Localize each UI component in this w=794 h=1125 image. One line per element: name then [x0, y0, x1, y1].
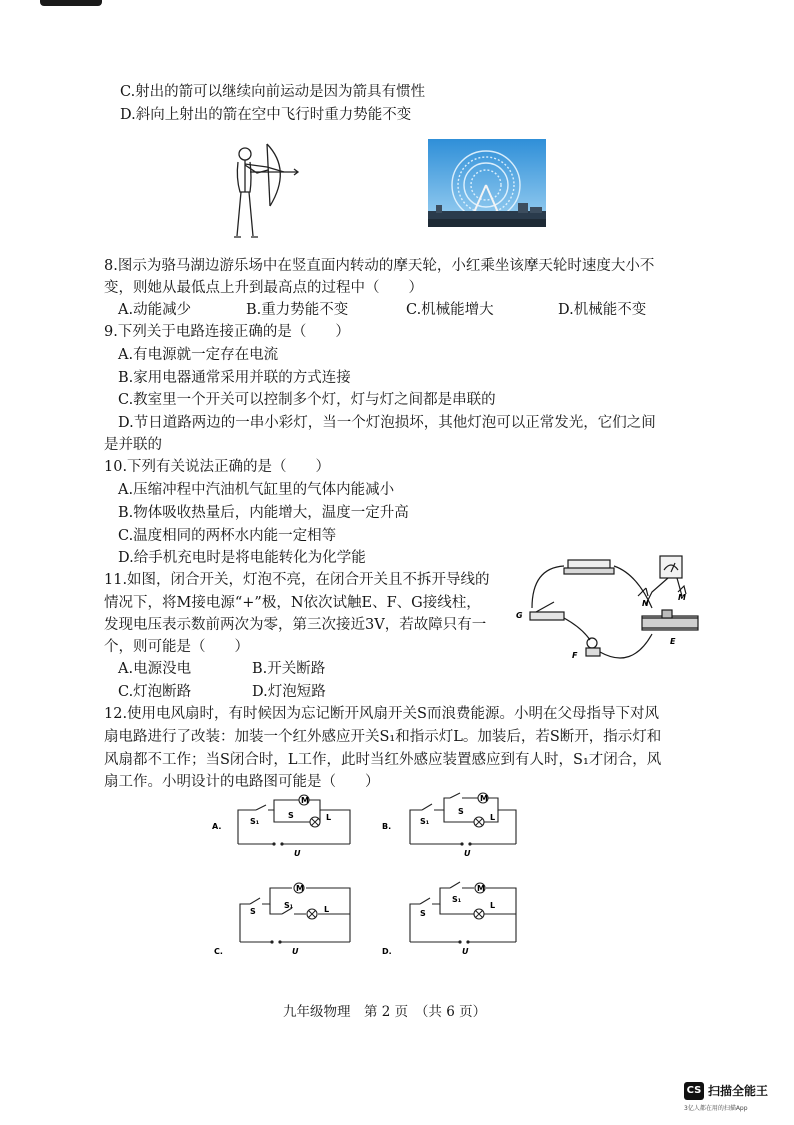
top-edge-mark [40, 0, 102, 6]
q11-stem-line-1: 11.如图，闭合开关，灯泡不亮，在闭合开关且不拆开导线的 [104, 572, 490, 588]
q8-stem-line-1: 8.图示为骆马湖边游乐场中在竖直面内转动的摩天轮，小红乘坐该摩天轮时速度大小不 [104, 258, 655, 274]
q11-stem-line-2: 情况下，将M接电源“+”极，N依次试触E、F、G接线柱， [104, 595, 481, 611]
q12-a-u: U [294, 849, 301, 858]
q12-stem-line-4: 扇工作。小明设计的电路图可能是（ ） [104, 774, 380, 790]
q9-option-d-line-2: 是并联的 [104, 437, 162, 453]
q12-c-label: C. [214, 947, 223, 956]
q12-circuit-a [210, 792, 360, 858]
q11-option-c: C.灯泡断路 [118, 684, 192, 700]
q11-option-a: A.电源没电 [118, 661, 192, 677]
q7-option-c: C.射出的箭可以继续向前运动是因为箭具有惯性 [120, 84, 426, 100]
q12-d-u: U [462, 947, 469, 956]
q10-option-a: A.压缩冲程中汽油机气缸里的气体内能减小 [118, 482, 395, 498]
q12-a-lamp: L [326, 813, 332, 822]
q11-stem-line-3: 发现电压表示数前两次为零，第三次接近3V，若故障只有一 [104, 617, 487, 633]
q10-option-d: D.给手机充电时是将电能转化为化学能 [118, 550, 366, 566]
q12-a-motor: M [301, 796, 309, 805]
q11-label-n: N [642, 599, 649, 608]
scanner-brand-tagline: 3亿人都在用的扫描App [684, 1105, 748, 1112]
q9-option-c: C.教室里一个开关可以控制多个灯，灯与灯之间都是串联的 [118, 392, 496, 408]
q7-option-d: D.斜向上射出的箭在空中飞行时重力势能不变 [120, 107, 412, 123]
q10-option-c: C.温度相同的两杯水内能一定相等 [118, 528, 337, 544]
q11-label-e: E [670, 637, 676, 646]
scanner-brand-name: 扫描全能王 [708, 1084, 769, 1098]
q11-label-m: M [678, 593, 686, 602]
q12-stem-line-2: 扇电路进行了改装：加装一个红外感应开关S₁和指示灯L。加装后，若S断开，指示灯和 [104, 729, 662, 745]
q12-b-s1: S₁ [420, 817, 430, 826]
archer-figure [212, 140, 302, 240]
page-footer: 九年级物理 第 2 页 （共 6 页） [283, 1004, 487, 1020]
q8-option-a: A.动能减少 [118, 302, 192, 318]
q10-stem: 10.下列有关说法正确的是（ ） [104, 459, 331, 475]
q9-stem: 9.下列关于电路连接正确的是（ ） [104, 324, 350, 340]
q9-option-d-line-1: D.节日道路两边的一串小彩灯，当一个灯泡损坏，其他灯泡可以正常发光，它们之间 [118, 415, 656, 431]
q12-circuit-d [378, 872, 528, 958]
q12-d-motor: M [477, 884, 485, 893]
q12-stem-line-1: 12.使用电风扇时，有时候因为忘记断开风扇开关S而浪费能源。小明在父母指导下对风 [104, 706, 659, 722]
q11-label-f: F [572, 651, 578, 660]
q12-c-u: U [292, 947, 299, 956]
q12-b-motor: M [480, 794, 488, 803]
q12-b-u: U [464, 849, 471, 858]
q12-stem-line-3: 风扇都不工作；当S闭合时，L工作，此时当红外感应装置感应到有人时，S₁才闭合，风 [104, 752, 662, 768]
q9-option-a: A.有电源就一定存在电流 [118, 347, 279, 363]
q10-option-b: B.物体吸收热量后，内能增大，温度一定升高 [118, 505, 409, 521]
q12-a-s1: S₁ [250, 817, 260, 826]
q12-d-s1: S₁ [452, 895, 462, 904]
scanner-logo-badge: CS [684, 1082, 704, 1100]
q9-option-b: B.家用电器通常采用并联的方式连接 [118, 370, 351, 386]
q11-stem-line-4: 个，则可能是（ ） [104, 639, 249, 655]
q12-circuit-b [380, 788, 530, 858]
q11-option-d: D.灯泡短路 [252, 684, 326, 700]
ferris-wheel-photo [428, 139, 546, 227]
q12-circuit-c [210, 874, 360, 958]
q12-d-lamp: L [490, 901, 496, 910]
q8-option-d: D.机械能不变 [558, 302, 647, 318]
q12-c-s: S [250, 907, 256, 916]
q12-d-label: D. [382, 947, 392, 956]
q12-c-lamp: L [324, 905, 330, 914]
q12-a-label: A. [212, 822, 222, 831]
q8-stem-line-2: 变，则她从最低点上升到最高点的过程中（ ） [104, 280, 423, 296]
q11-circuit-illustration [512, 548, 708, 672]
q12-b-lamp: L [490, 813, 496, 822]
q11-option-b: B.开关断路 [252, 661, 326, 677]
q12-c-s1: S₁ [284, 901, 294, 910]
q12-a-s: S [288, 811, 294, 820]
q8-option-c: C.机械能增大 [406, 302, 494, 318]
q8-option-b: B.重力势能不变 [246, 302, 349, 318]
q12-b-label: B. [382, 822, 392, 831]
q12-d-s: S [420, 909, 426, 918]
q11-label-g: G [516, 611, 523, 620]
q12-c-motor: M [296, 884, 304, 893]
q12-b-s: S [458, 807, 464, 816]
